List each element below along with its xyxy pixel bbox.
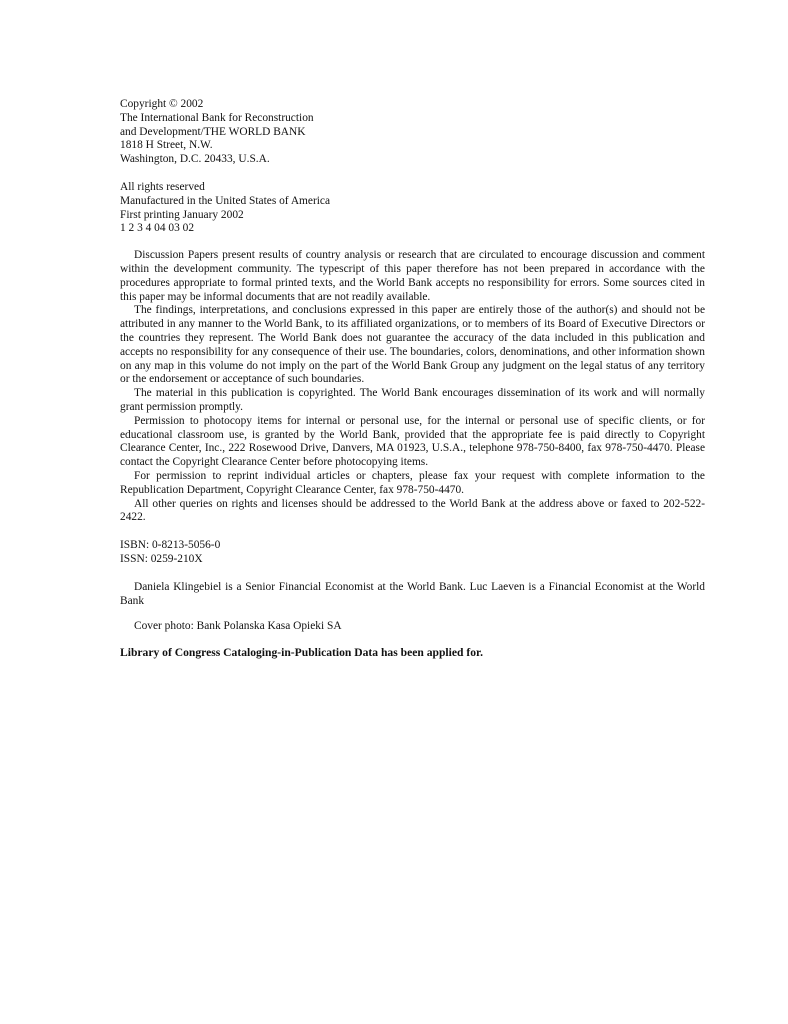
rights-line: Manufactured in the United States of America <box>120 194 331 207</box>
disclaimer-paragraph: The findings, interpretations, and conclusions expressed in this paper are entirely those of the author(s) and should not be attributed in any manner to the World Bank, to its affiliated organizations, or to members of its Board of Executive Directors or the countries they represent. The World Bank does not guarantee the accuracy of the data included in this publication and accepts no responsibility for any consequence of their use. The boundaries, colors, denominations, and other information shown on any map in this volume do not imply on the part of the World Bank Group any judgment on the legal status of any territory or the endorsement or acceptance of such boundaries. <box>120 304 705 386</box>
disclaimer-paragraph: For permission to reprint individual articles or chapters, please fax your request with complete information to the Republication Department, Copyright Clearance Center, fax 978-750-4470. <box>120 469 705 496</box>
copyright-block <box>120 98 705 167</box>
disclaimer-block <box>120 249 705 525</box>
address-line: 1818 H Street, N.W. <box>120 139 213 152</box>
publisher-line: and Development/THE WORLD BANK <box>120 125 306 138</box>
identifiers-block <box>120 539 705 567</box>
cover-photo-credit: Cover photo: Bank Polanska Kasa Opieki SA <box>134 620 342 633</box>
authors-note: Daniela Klingebiel is a Senior Financial Economist at the World Bank. Luc Laeven is a Financial Economist at the World Bank <box>120 580 705 607</box>
isbn-line: ISBN: 0-8213-5056-0 <box>120 539 221 552</box>
rights-line: All rights reserved <box>120 180 205 193</box>
rights-block <box>120 181 705 236</box>
disclaimer-paragraph: Discussion Papers present results of country analysis or research that are circulated to encourage discussion and comment within the development community. The typescript of this paper therefore has not been prepared in accordance with the procedures appropriate to formal printed texts, and the World Bank accepts no responsibility for errors. Some sources cited in this paper may be informal documents that are not readily available. <box>120 249 705 303</box>
issn-line: ISSN: 0259-210X <box>120 552 203 565</box>
disclaimer-paragraph: The material in this publication is copyrighted. The World Bank encourages dissemination of its work and will normally grant permission promptly. <box>120 387 705 413</box>
disclaimer-paragraph: Permission to photocopy items for internal or personal use, for the internal or personal use of specific clients, or for educational classroom use, is granted by the World Bank, provided that the appropriate fee is paid directly to Copyright Clearance Center, Inc., 222 Rosewood Drive, Danvers, MA 01923, U.S.A., telephone 978-750-8400, fax 978-750-4470. Please contact the Copyright Clearance Center before photocopying items. <box>120 414 705 469</box>
cataloging-note: Library of Congress Cataloging-in-Publication Data has been applied for. <box>120 646 483 660</box>
printing-number-line: 1 2 3 4 04 03 02 <box>120 222 195 235</box>
copyright-line: Copyright © 2002 <box>120 98 204 110</box>
disclaimer-paragraph: All other queries on rights and licenses should be addressed to the World Bank at the address above or faxed to 202-522-2422. <box>120 497 705 524</box>
address-line: Washington, D.C. 20433, U.S.A. <box>120 153 270 166</box>
copyright-page <box>120 98 705 660</box>
publisher-line: The International Bank for Reconstruction <box>120 111 314 124</box>
rights-line: First printing January 2002 <box>120 208 244 221</box>
